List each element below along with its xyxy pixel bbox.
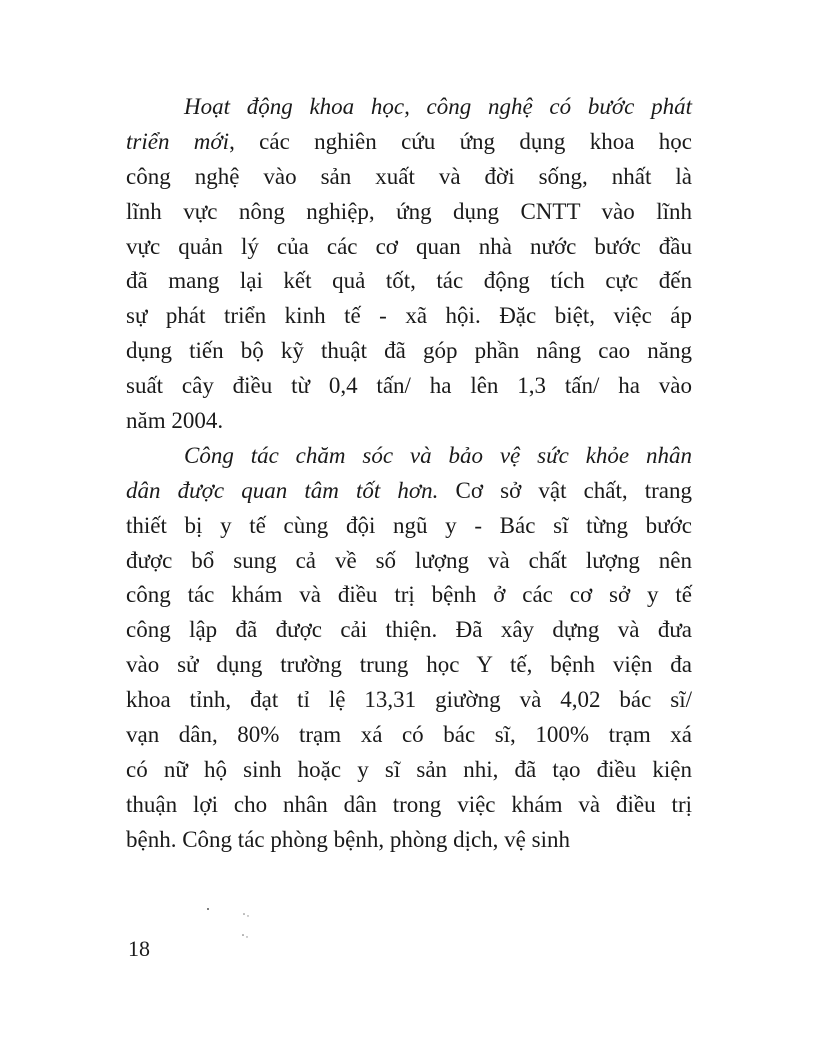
- text-line: [126, 125, 692, 160]
- text-run: công tác khám và điều trị bệnh ở các cơ sở y tế: [126, 582, 692, 608]
- text-line: [126, 334, 692, 369]
- text-line: [126, 753, 692, 788]
- text-line: [126, 544, 692, 579]
- text-line: [126, 578, 692, 613]
- text-run: suất cây điều từ 0,4 tấn/ ha lên 1,3 tấn/ ha vào: [126, 373, 692, 399]
- italic-text: triển mới: [126, 128, 230, 154]
- text-run: , các nghiên cứu ứng dụng khoa học: [229, 128, 692, 154]
- text-run: vào sử dụng trường trung học Y tế, bệnh viện đa: [126, 652, 692, 678]
- italic-text: Hoạt động khoa học, công nghệ có bước phát: [184, 94, 692, 119]
- text-run: dụng tiến bộ kỹ thuật đã góp phần nâng cao năng: [126, 338, 692, 364]
- paragraph: [126, 439, 692, 858]
- text-line: [126, 404, 692, 439]
- text-run: thuận lợi cho nhân dân trong việc khám và điều trị: [126, 791, 692, 817]
- text-line: [126, 264, 692, 299]
- text-run: sự phát triển kinh tế - xã hội. Đặc biệt, việc áp: [126, 303, 692, 329]
- text-run: đã mang lại kết quả tốt, tác động tích cực đến: [126, 268, 692, 294]
- text-line: [126, 160, 692, 195]
- text-run: có nữ hộ sinh hoặc y sĩ sản nhi, đã tạo điều kiện: [126, 756, 692, 782]
- text-line: [126, 369, 692, 404]
- body-text: [126, 90, 692, 858]
- text-line: [126, 683, 692, 718]
- paragraph: [126, 90, 692, 439]
- page-number: 18: [128, 936, 150, 961]
- text-run: lĩnh vực nông nghiệp, ứng dụng CNTT vào lĩnh: [126, 198, 692, 224]
- italic-text: Công tác chăm sóc và bảo vệ sức khỏe nhân: [184, 442, 692, 468]
- text-line: [126, 823, 692, 858]
- text-line: [126, 648, 692, 683]
- text-line: [126, 90, 692, 125]
- text-run: khoa tỉnh, đạt tỉ lệ 13,31 giường và 4,02 bác sĩ/: [126, 687, 692, 713]
- text-run: năm 2004.: [126, 408, 224, 434]
- text-run: thiết bị y tế cùng đội ngũ y - Bác sĩ từng bước: [126, 512, 692, 538]
- text-line: [126, 718, 692, 753]
- text-run: công lập đã được cải thiện. Đã xây dựng và đưa: [126, 617, 692, 643]
- text-line: [126, 299, 692, 334]
- text-run: vực quản lý của các cơ quan nhà nước bước đầu: [126, 233, 692, 259]
- text-line: [126, 509, 692, 544]
- text-line: [126, 439, 692, 474]
- scan-specks: [204, 906, 264, 946]
- text-line: [126, 195, 692, 230]
- text-run: bệnh. Công tác phòng bệnh, phòng dịch, vệ sinh: [126, 826, 570, 852]
- text-run: được bổ sung cả về số lượng và chất lượng nên: [126, 547, 692, 573]
- italic-text: dân được quan tâm tốt hơn.: [126, 477, 439, 503]
- text-run: Cơ sở vật chất, trang: [438, 477, 692, 503]
- text-run: vạn dân, 80% trạm xá có bác sĩ, 100% trạm xá: [126, 722, 692, 748]
- text-line: [126, 230, 692, 265]
- text-line: [126, 788, 692, 823]
- text-line: [126, 474, 692, 509]
- text-run: công nghệ vào sản xuất và đời sống, nhất là: [126, 163, 692, 189]
- text-line: [126, 613, 692, 648]
